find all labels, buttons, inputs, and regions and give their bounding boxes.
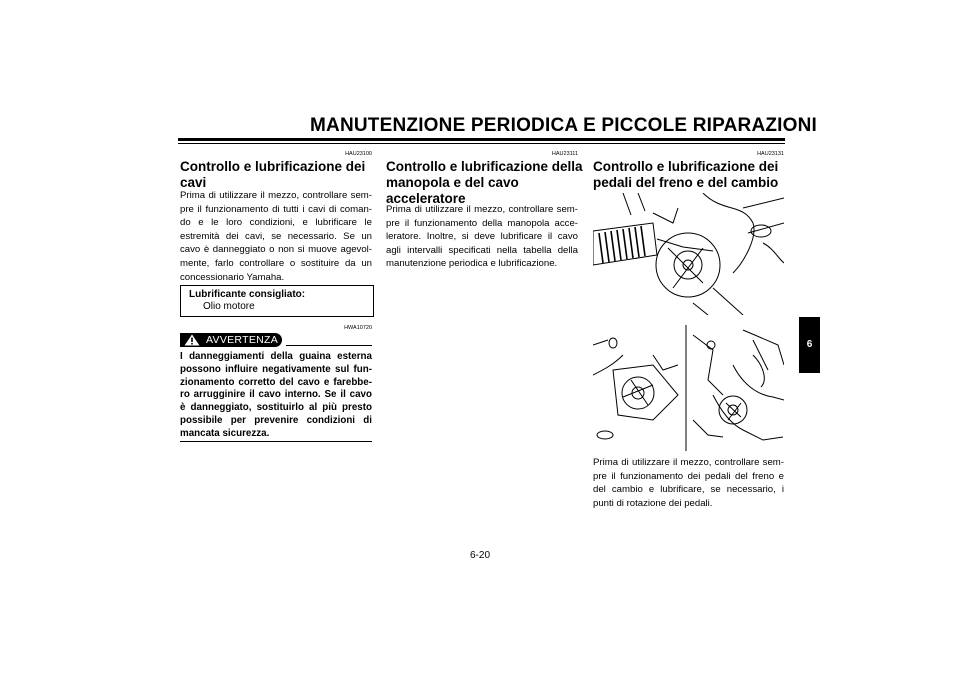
heading-line: cavi [180, 175, 207, 190]
warning-badge [180, 333, 282, 347]
heading-line: acceleratore [386, 191, 466, 206]
warning-line: ro arrugginire il cavo interno. Se il cavo [180, 389, 372, 401]
heading-line: Controllo e lubrificazione dei [593, 159, 779, 174]
body-line: mente, farlo controllare o sostituire da un [180, 257, 372, 269]
warning-line: è danneggiato, sostituirlo al più presto [180, 402, 372, 414]
warning-triangle-icon [184, 334, 200, 346]
section-code: HAU23100 [345, 151, 372, 157]
warning-label: AVVERTENZA [206, 334, 279, 346]
body-line: do e le loro condizioni, e lubrificare le [180, 217, 372, 229]
body-line: concessionario Yamaha. [180, 271, 285, 283]
lubricant-value: Olio motore [203, 301, 255, 312]
warning-text [180, 351, 372, 441]
section-code: HAU23131 [757, 151, 784, 157]
shift-pedal-illustration [593, 325, 784, 451]
section-code: HAU23111 [551, 151, 578, 157]
body-line: del cambio e lubrificare, se necessario, i [593, 484, 784, 496]
header-rule [178, 138, 785, 141]
warning-line: possono influire negativamente sul fun- [180, 363, 372, 375]
page-header-title: MANUTENZIONE PERIODICA E PICCOLE RIPARAZIONI [310, 115, 818, 136]
heading-line: Controllo e lubrificazione dei [180, 159, 366, 174]
body-line: manutenzione periodica e lubrificazione. [386, 258, 558, 270]
body-line: pre il funzionamento di tutti i cavi di coman- [180, 203, 372, 215]
warning-line: I danneggiamenti della guaina esterna [180, 351, 372, 362]
warning-line: mancata sicurezza. [180, 427, 270, 439]
warning-code: HWA10720 [344, 325, 372, 331]
lubricant-label: Lubrificante consigliato: [189, 289, 306, 300]
section-body-cables [180, 189, 372, 284]
body-line: cavo è danneggiato o non si muove agevol- [180, 244, 372, 256]
section-heading-cables [180, 159, 380, 191]
body-line: pre il funzionamento della manopola acce- [386, 217, 578, 229]
brake-pedal-illustration [593, 193, 784, 315]
warning-bottom-rule [180, 441, 372, 442]
section-heading-throttle [386, 159, 586, 207]
body-line: leratore. Inoltre, si deve lubrificare il cavo [386, 231, 578, 243]
body-line: Prima di utilizzare il mezzo, controllare sem- [386, 204, 578, 215]
section-body-pedals [593, 456, 784, 510]
heading-line: pedali del freno e del cambio [593, 175, 779, 190]
body-line: punti di rotazione dei pedali. [593, 497, 713, 509]
section-heading-pedals [593, 159, 793, 191]
body-line: pre il funzionamento dei pedali del freno e [593, 470, 784, 482]
body-line: Prima di utilizzare il mezzo, controllare sem- [180, 190, 372, 201]
body-line: Prima di utilizzare il mezzo, controllare sem- [593, 457, 784, 468]
body-line: agli intervalli specificati nella tabella della [386, 244, 578, 256]
section-body-throttle [386, 203, 578, 271]
warning-rule [286, 345, 372, 346]
page-number: 6-20 [469, 550, 490, 561]
lubricant-box [180, 285, 374, 317]
heading-line: Controllo e lubrificazione della [386, 159, 583, 174]
body-line: estremità dei cavi, se necessario. Se un [180, 230, 372, 242]
warning-line: zionamento corretto del cavo e farebbe- [180, 376, 372, 388]
header-rule-thin [178, 143, 785, 144]
warning-line: possibile per prevenire condizioni di [180, 414, 372, 426]
heading-line: manopola e del cavo [386, 175, 519, 190]
chapter-tab: 6 [799, 317, 820, 373]
